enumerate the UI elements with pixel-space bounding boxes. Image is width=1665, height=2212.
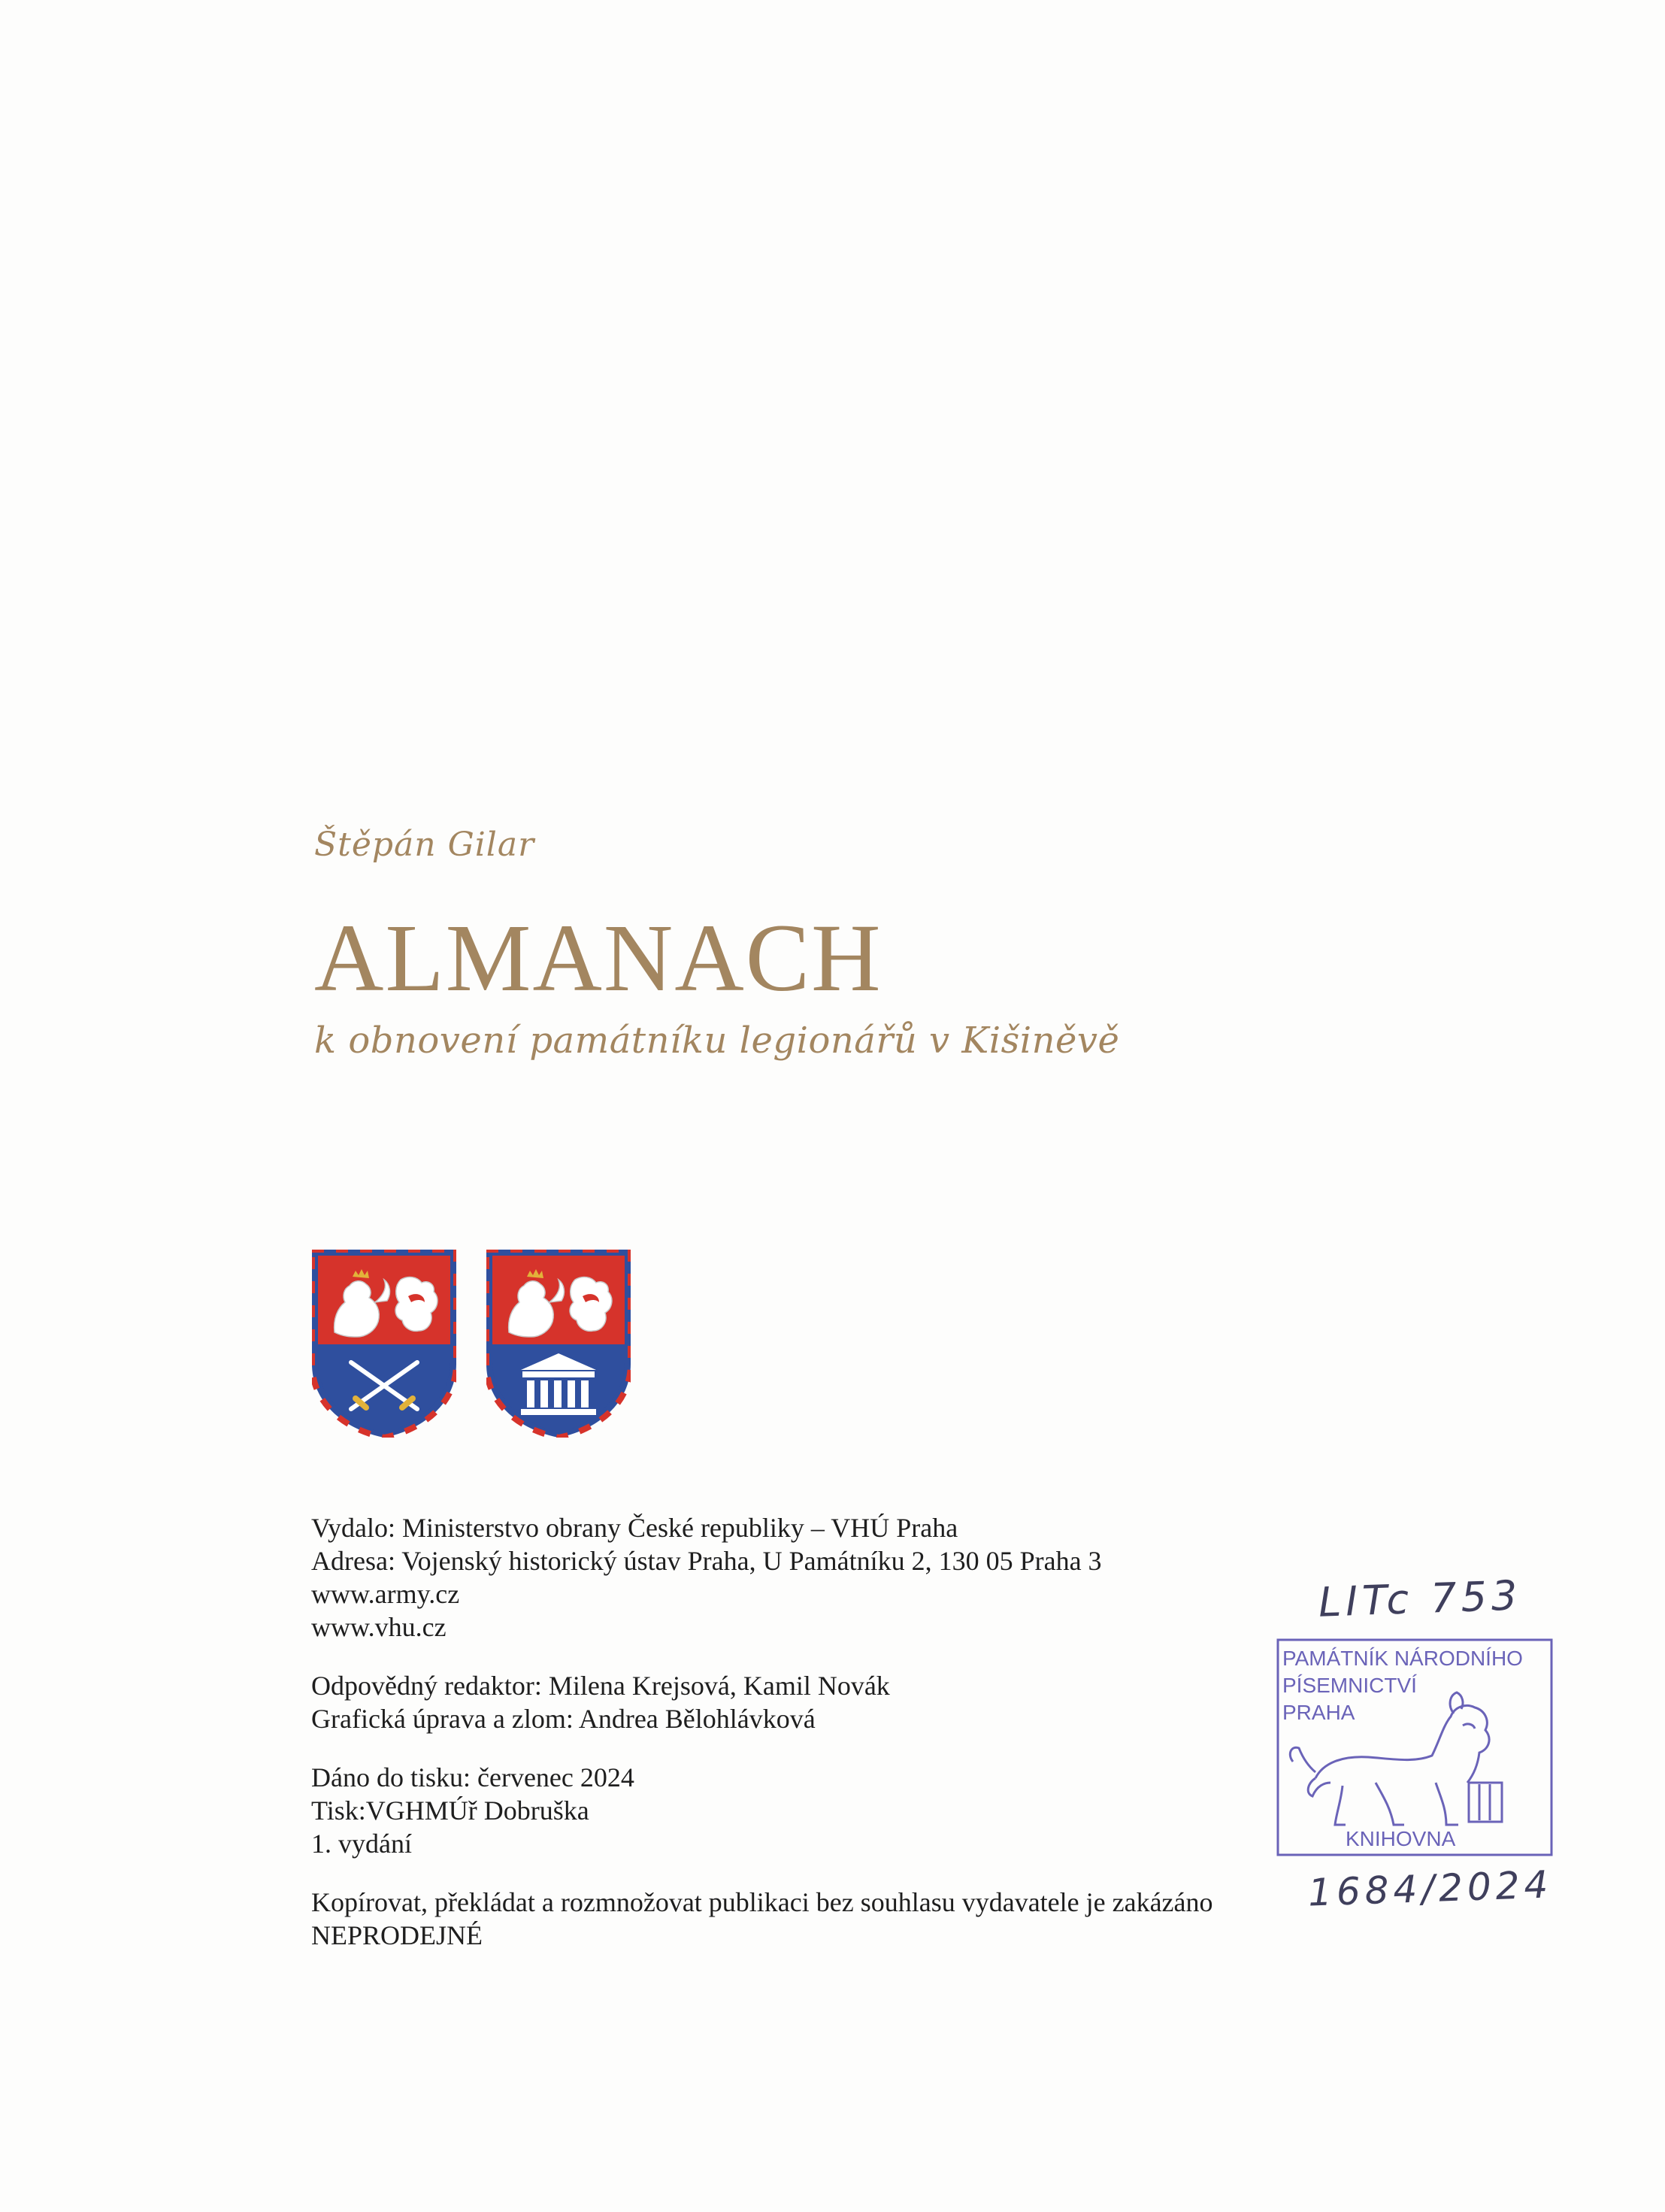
military-history-institute-emblem-icon <box>486 1250 631 1438</box>
stamp-line-4: KNIHOVNA <box>1346 1827 1456 1850</box>
lion-stamp-icon <box>1270 1635 1556 1861</box>
address-line: Adresa: Vojenský historický ústav Praha, U Památníku 2, 130 05 Praha 3 <box>311 1546 1102 1576</box>
edition-line: 1. vydání <box>311 1829 412 1859</box>
library-stamp <box>1270 1571 1556 1915</box>
publisher-line: Vydalo: Ministerstvo obrany České republiky – VHÚ Praha <box>311 1513 958 1543</box>
handwritten-accession-number: 1684/2024 <box>1307 1862 1554 1915</box>
print-date-line: Dáno do tisku: červenec 2024 <box>311 1762 634 1792</box>
book-subtitle: k obnovení památníku legionářů v Kišiněvě <box>314 1020 1120 1062</box>
not-for-sale-line: NEPRODEJNÉ <box>311 1920 483 1950</box>
layout-line: Grafická úprava a zlom: Andrea Bělohlávková <box>311 1704 816 1734</box>
book-title: ALMANACH <box>314 904 882 1011</box>
emblems <box>312 1250 635 1438</box>
imprint <box>311 1511 1213 1952</box>
copyright-line: Kopírovat, překládat a rozmnožovat publikaci bez souhlasu vydavatele je zakázáno <box>311 1887 1213 1917</box>
website-army-link[interactable]: www.army.cz <box>311 1579 460 1609</box>
ministry-of-defence-emblem-icon <box>312 1250 456 1438</box>
printer-line: Tisk:VGHMÚř Dobruška <box>311 1795 589 1826</box>
stamp-line-3: PRAHA <box>1282 1701 1355 1724</box>
stamp-line-2: PÍSEMNICTVÍ <box>1282 1674 1417 1697</box>
handwritten-shelfmark: LITc 753 <box>1317 1571 1523 1626</box>
stamp-line-1: PAMÁTNÍK NÁRODNÍHO <box>1282 1647 1523 1670</box>
website-vhu-link[interactable]: www.vhu.cz <box>311 1612 447 1642</box>
editor-line: Odpovědný redaktor: Milena Krejsová, Kamil Novák <box>311 1671 890 1701</box>
author-name: Štěpán Gilar <box>314 826 535 864</box>
